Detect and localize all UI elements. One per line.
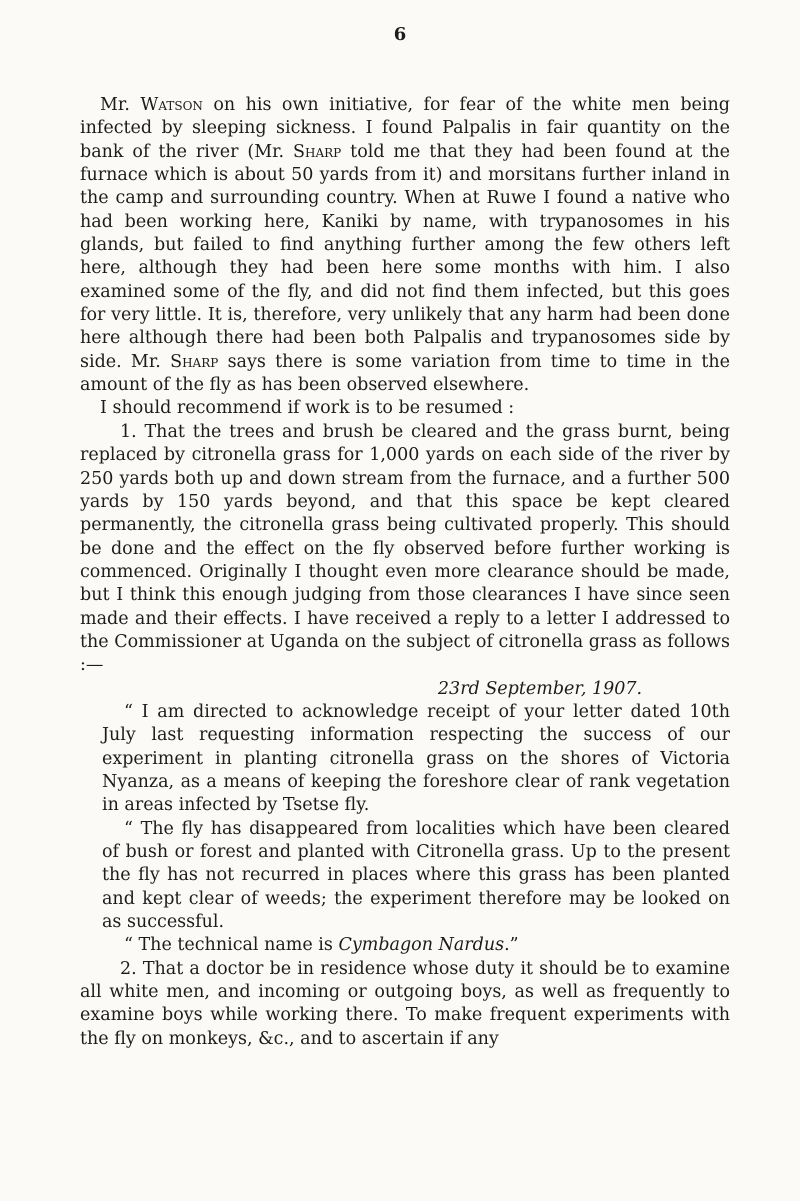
technical-name: Cymbagon Nardus — [338, 935, 505, 956]
paragraph-text-3: says there is some variation from time to time in the amount of the fly as has been observed elsewhere. — [80, 351, 730, 396]
page-number: 6 — [393, 24, 407, 45]
quote-text: “ The technical name is — [124, 935, 339, 956]
person-name-sharp: Sharp — [293, 141, 342, 162]
person-name-watson: Watson — [140, 95, 203, 115]
quote-close: .” — [504, 935, 519, 956]
quote-date: 23rd September, 1907. — [437, 678, 643, 699]
paragraph-text-2: told me that they had been found at the furnace which is about 50 yards from it) and morsitans further inland in the camp and surrounding country. When at Ruwe I found a native who had been working here, Kaniki by name, with trypanosomes in his glands, but failed to find anything further among the few others left here, although they had been here some months with him. I also examined some of the fly, and did not find them infected, but this goes for very little. It is, therefore, very unlikely that any harm had been done here although there had been both Palpalis and trypanosomes side by side. Mr. — [80, 141, 730, 372]
body-text — [80, 94, 730, 1051]
paragraph-text-1: on his own initiative, for fear of the white men being infected by sleeping sickness. I found Palpalis in fair quantity on the bank of the river (Mr. — [80, 95, 730, 162]
quote-paragraph-2: “ The fly has disappeared from localities which have been cleared of bush or forest and planted with Citronella grass. Up to the present the fly has not recurred in places where this grass has been planted and kept clear of weeds; the experiment therefore may be looked on as successful. — [102, 818, 730, 933]
person-name-sharp-2: Sharp — [170, 351, 219, 372]
list-item-2: 2. That a doctor be in residence whose duty it should be to examine all white men, and incoming or outgoing boys, as well as frequently to examine boys while working there. To make frequent experiments with the fly on monkeys, &c., and to ascertain if any — [80, 958, 730, 1049]
paragraph-report — [80, 94, 730, 397]
list-item-1: 1. That the trees and brush be cleared and the grass burnt, being replaced by citronella grass for 1,000 yards on each side of the river by 250 yards both up and down stream from the furnace, and a further 500 yards by 150 yards beyond, and that this space be kept cleared permanently, the citronella grass being cultivated properly. This should be done and the effect on the fly observed before further working is commenced. Originally I thought even more clearance should be made, but I think this enough judging from those clearances I have since seen made and their effects. I have received a reply to a letter I addressed to the Commissioner at Uganda on the subject of citronella grass as follows :— — [80, 421, 730, 676]
quote-paragraph-3 — [80, 934, 730, 957]
paragraph-prefix: Mr. — [100, 95, 141, 115]
paragraph-recommendation: I should recommend if work is to be resumed : — [100, 398, 515, 419]
quote-paragraph-1: “ I am directed to acknowledge receipt of your letter dated 10th July last requesting information respecting the success of our experiment in planting citronella grass on the shores of Victoria Nyanza, as a means of keeping the foreshore clear of rank vegetation in areas infected by Tsetse fly. — [102, 701, 730, 816]
